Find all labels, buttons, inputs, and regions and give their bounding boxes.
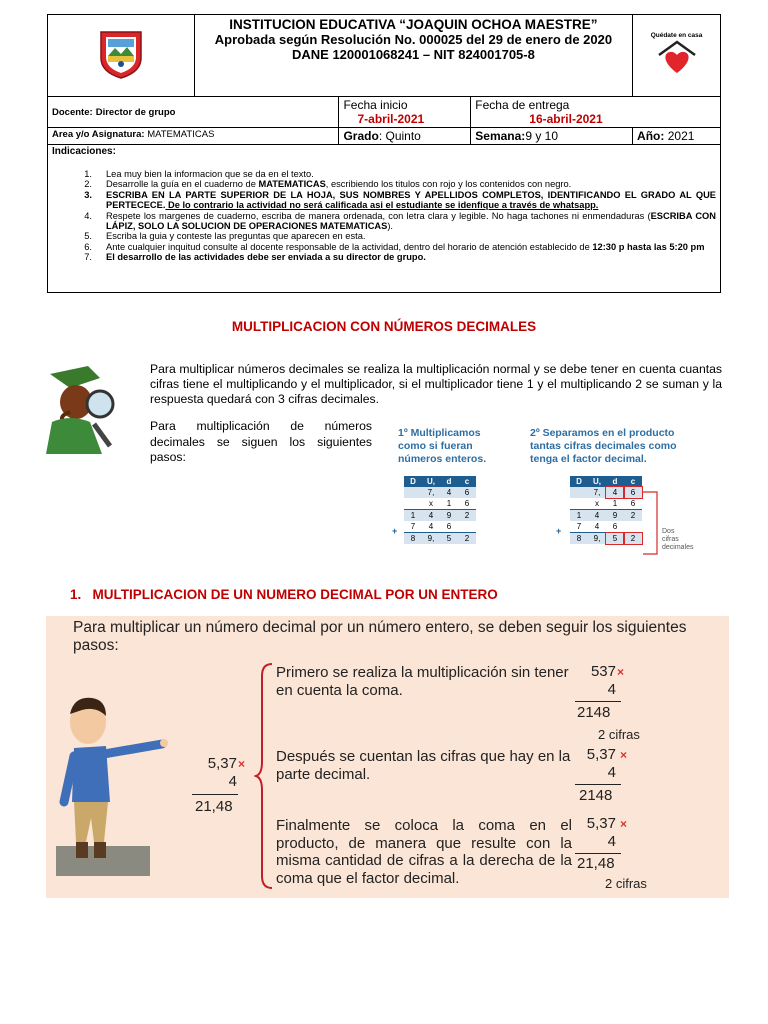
step-2-b: 4 <box>607 764 616 781</box>
left-calc-result: 21,48 <box>195 798 233 815</box>
step-2-result: 2148 <box>579 787 613 804</box>
list-item: 3. ESCRIBA EN LA PARTE SUPERIOR DE LA HOJA, SUS NOMBRES Y APELLIDOS COMPLETOS, IDENTIFICANDO EL GRADO AL QUE PERTECECE. De lo contrario la actividad no será calificada asi el estudiante se idenfique a través de whatsapp. <box>84 189 716 211</box>
step-3-b: 4 <box>607 833 616 850</box>
grado-label: Grado <box>343 129 379 143</box>
fecha-inicio-label: Fecha inicio <box>343 98 408 112</box>
docente-cell <box>48 97 339 128</box>
figure-left-heading: 1º Multiplicamos como si fueran números enteros. <box>398 427 487 465</box>
house-heart-icon <box>655 39 699 77</box>
grado-value: : Quinto <box>378 129 421 143</box>
area-value: MATEMATICAS <box>147 129 215 140</box>
step-2-a: 5,37 <box>586 746 616 763</box>
figure-right-note: Dos cifras decimales <box>662 528 694 551</box>
area-label: Area y/o Asignatura: <box>52 129 145 140</box>
semana-label: Semana: <box>475 129 526 143</box>
left-calc-b: 4 <box>228 773 237 790</box>
dane-nit-text: DANE 120001068241 – NIT 824001705-8 <box>292 47 535 62</box>
detective-illustration <box>40 364 128 456</box>
figure-right-heading: 2º Separamos en el producto tantas cifras decimales como tenga el factor decimal. <box>530 427 677 465</box>
fecha-inicio-cell <box>339 97 471 128</box>
section1-title: 1. MULTIPLICACION DE UN NUMERO DECIMAL POR UN ENTERO <box>70 587 498 602</box>
steps-intro-paragraph: Para multiplicación de números decimales se siguen los siguientes pasos: <box>150 419 372 464</box>
list-item: 7. El desarrollo de las actividades debe ser enviada a su director de grupo. <box>84 252 426 263</box>
step-3-x: × <box>620 817 628 831</box>
step-3-a: 5,37 <box>586 815 616 832</box>
fecha-entrega-label: Fecha de entrega <box>475 98 570 112</box>
area-cell <box>48 128 339 145</box>
box-intro: Para multiplicar un número decimal por un número entero, se deben seguir los siguientes pasos: <box>73 619 687 654</box>
boy-illustration <box>52 692 170 882</box>
step-2-text: Después se cuentan las cifras que hay en la parte decimal. <box>276 748 571 783</box>
school-shield-logo <box>95 28 147 80</box>
step-2-note: 2 cifras <box>598 727 640 742</box>
school-logo-cell <box>48 15 195 97</box>
docente-value: Director de grupo <box>95 107 176 118</box>
resolution-text: Aprobada según Resolución No. 000025 del 29 de enero de 2020 <box>214 32 613 47</box>
step-1-text: Primero se realiza la multiplicación sin tener en cuenta la coma. <box>276 664 569 699</box>
list-item: 5. Escriba la guia y conteste las preguntas que aparecen en esta. <box>84 231 366 242</box>
figure-left-table: D U, d c 7, 4 6 x 1 6 1 4 9 2 7 4 6 8 9, 5 2 <box>404 476 476 544</box>
list-item: 2. Desarrolle la guía en el cuaderno de MATEMATICAS, escribiendo los titulos con rojo y los contenidos con negro. <box>84 179 572 190</box>
step-3-text: Finalmente se coloca la coma en el producto, de manera que resulte con la misma cantidad de cifras a la derecha de la coma que el factor decimal. <box>276 817 572 887</box>
indicaciones-cell <box>48 145 721 293</box>
grado-cell <box>339 128 471 145</box>
header-table <box>47 14 721 293</box>
red-brace <box>254 662 276 890</box>
indicaciones-label: Indicaciones: <box>52 146 116 157</box>
step-2-line <box>575 784 621 785</box>
left-calc-line <box>192 794 238 795</box>
figure-right-table: D U, d c 7, 4 6 x 1 6 1 4 9 2 7 4 6 8 9, 5 2 <box>570 476 642 544</box>
step-1-b: 4 <box>607 681 616 698</box>
decimal-connector-line <box>643 488 663 558</box>
fecha-entrega-cell <box>471 97 721 128</box>
main-title: MULTIPLICACION CON NÚMEROS DECIMALES <box>231 319 537 334</box>
anio-cell <box>633 128 721 145</box>
semana-cell <box>471 128 633 145</box>
step-3-note: 2 cifras <box>605 876 647 891</box>
list-item: 6. Ante cualquier inquitud consulte al docente responsable de la actividad, dentro del horario de atención establecido de 12:30 p hasta las 5:20 pm <box>84 241 705 252</box>
step-2-x: × <box>620 748 628 762</box>
school-info-cell <box>194 15 632 97</box>
figure-left-plus: + <box>392 526 398 536</box>
step-1-x: × <box>617 665 625 679</box>
intro-paragraph: Para multiplicar números decimales se realiza la multiplicación normal y se debe tener en cuenta cuantas cifras tiene el multiplicando y el multiplicador, si el multiplicador tiene 1 y el multiplicando 2 se suman y la respuesta quedará con 3 cifras decimales. <box>150 362 722 406</box>
step-3-line <box>575 853 621 854</box>
quedate-cell <box>633 15 721 97</box>
figure-right-plus: + <box>556 526 562 536</box>
semana-value: 9 y 10 <box>525 129 559 143</box>
step-1-a: 537 <box>590 663 616 680</box>
docente-label: Docente: <box>52 107 93 118</box>
quedate-text: Quédate en casa <box>650 31 703 39</box>
school-name: INSTITUCION EDUCATIVA “JOAQUIN OCHOA MAESTRE” <box>229 17 598 32</box>
step-1-result: 2148 <box>577 704 611 721</box>
anio-label: Año: <box>637 129 665 143</box>
step-1-line <box>575 701 621 702</box>
fecha-entrega-value: 16-abril-2021 <box>529 112 603 126</box>
left-calc-a: 5,37 <box>207 755 237 772</box>
fecha-inicio-value: 7-abril-2021 <box>357 112 425 126</box>
indicaciones-list <box>52 169 716 263</box>
list-item: 1. Lea muy bien la informacion que se da en el texto. <box>84 169 314 179</box>
step-3-result: 21,48 <box>577 855 615 872</box>
anio-value: 2021 <box>667 129 695 143</box>
list-item: 4. Respete los margenes de cuaderno, escriba de manera ordenada, con letra clara y legible. No haga tachones ni enmendaduras (ESCRIBA CON LÁPIZ, SOLO LA SOLUCION DE OPERACIONES MATEMATICAS). <box>84 210 716 232</box>
left-calc-x: × <box>238 757 246 771</box>
